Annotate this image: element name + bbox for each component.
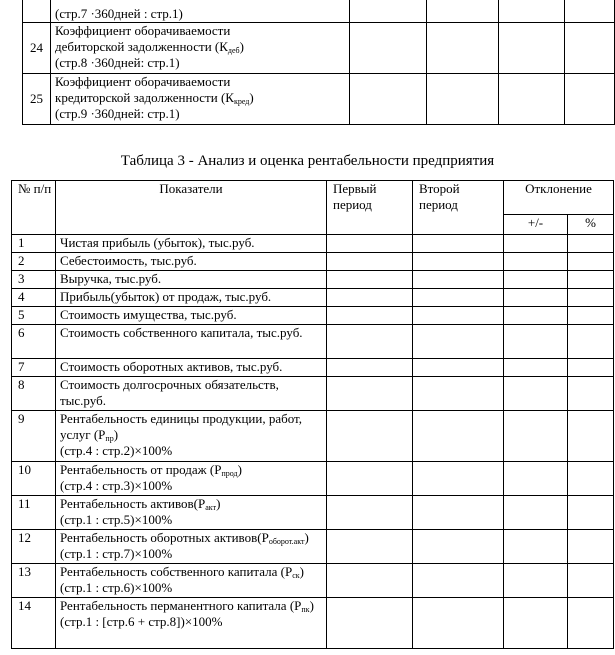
header-deviation: Отклонение xyxy=(504,181,614,215)
subscript: пр xyxy=(105,434,114,443)
value-cell xyxy=(413,253,504,271)
indicator-text: Себестоимость, тыс.руб. xyxy=(60,253,197,268)
value-cell xyxy=(499,0,565,23)
value-cell xyxy=(413,462,504,496)
header-first-period: Первый период xyxy=(327,181,413,235)
indicator-cell xyxy=(56,359,327,377)
indicator-text: Рентабельность от продаж (Р xyxy=(60,462,222,477)
subscript: деб xyxy=(227,46,240,55)
value-cell xyxy=(568,598,614,649)
indicator-line: (стр.9 ·360дней: стр.1) xyxy=(55,106,180,121)
indicator-text: ) (стр.1 : стр.6)×100% xyxy=(60,564,304,595)
subscript: кред xyxy=(233,97,250,106)
value-cell xyxy=(327,359,413,377)
value-cell xyxy=(568,462,614,496)
value-cell xyxy=(413,530,504,564)
value-cell xyxy=(504,411,568,462)
value-cell xyxy=(568,530,614,564)
indicator-cell xyxy=(56,496,327,530)
value-cell xyxy=(427,23,499,74)
indicator-cell xyxy=(56,598,327,649)
table-row xyxy=(12,411,614,462)
subscript: прод xyxy=(221,469,238,478)
table-row xyxy=(12,271,614,289)
indicator-text: ) xyxy=(237,462,242,477)
value-cell xyxy=(327,253,413,271)
table-row xyxy=(12,235,614,253)
indicator-text: Рентабельность единицы продукции, работ, услуг (Р xyxy=(60,411,303,442)
row-number: 10 xyxy=(12,462,56,496)
indicator-cell xyxy=(56,235,327,253)
value-cell xyxy=(350,0,427,23)
value-cell xyxy=(504,530,568,564)
indicator-text: Рентабельность собственного капитала (Р xyxy=(60,564,293,579)
row-number: 25 xyxy=(23,74,51,125)
value-cell xyxy=(504,359,568,377)
indicator-line: Коэффициент оборачиваемости xyxy=(55,23,231,38)
value-cell xyxy=(413,289,504,307)
row-number: 5 xyxy=(12,307,56,325)
row-number: 13 xyxy=(12,564,56,598)
table-row xyxy=(23,0,615,23)
indicator-text: )(стр.1 : стр.7)×100% xyxy=(60,530,309,561)
row-number: 12 xyxy=(12,530,56,564)
table-row xyxy=(23,23,615,74)
value-cell xyxy=(504,289,568,307)
indicator-cell xyxy=(56,307,327,325)
value-cell xyxy=(504,496,568,530)
value-cell xyxy=(504,377,568,411)
value-cell xyxy=(413,325,504,359)
row-number: 8 xyxy=(12,377,56,411)
indicator-text: Выручка, тыс.руб. xyxy=(60,271,162,286)
indicator-line: (стр.8 ·360дней: стр.1) xyxy=(55,55,180,70)
value-cell xyxy=(504,253,568,271)
value-cell xyxy=(327,496,413,530)
subscript: ск xyxy=(292,571,300,580)
value-cell xyxy=(568,253,614,271)
table-row xyxy=(23,74,615,125)
indicator-cell xyxy=(56,325,327,359)
value-cell xyxy=(327,235,413,253)
value-cell xyxy=(568,271,614,289)
indicator-cell xyxy=(56,253,327,271)
row-number: 6 xyxy=(12,325,56,359)
profitability-table xyxy=(11,180,614,649)
indicator-text: ) xyxy=(216,496,221,511)
value-cell xyxy=(327,530,413,564)
value-cell xyxy=(327,598,413,649)
value-cell xyxy=(327,325,413,359)
formula-text: (стр.1 : стр.5)×100% xyxy=(60,512,173,527)
formula-text: (стр.1 : [стр.6 + стр.8])×100% xyxy=(60,614,223,629)
value-cell xyxy=(504,235,568,253)
subscript: оборот.акт xyxy=(268,537,305,546)
row-number: 24 xyxy=(23,23,51,74)
value-cell xyxy=(504,271,568,289)
value-cell xyxy=(504,598,568,649)
indicator-text: Стоимость собственного капитала, тыс.руб. xyxy=(60,325,303,340)
indicator-cell xyxy=(56,530,327,564)
indicator-cell xyxy=(56,289,327,307)
header-pct: % xyxy=(568,215,614,235)
row-number: 9 xyxy=(12,411,56,462)
value-cell xyxy=(327,462,413,496)
indicator-cell xyxy=(56,411,327,462)
value-cell xyxy=(413,359,504,377)
indicator-text: Прибыль(убыток) от продаж, тыс.руб. xyxy=(60,289,272,304)
value-cell xyxy=(565,23,615,74)
table-row xyxy=(12,462,614,496)
header-indicators: Показатели xyxy=(56,181,327,235)
value-cell xyxy=(504,564,568,598)
value-cell xyxy=(499,74,565,125)
value-cell xyxy=(568,411,614,462)
indicator-cell xyxy=(51,0,350,23)
value-cell xyxy=(568,235,614,253)
table-title: Таблица 3 - Анализ и оценка рентабельности предприятия xyxy=(120,153,495,169)
table-row xyxy=(12,359,614,377)
row-number: 1 xyxy=(12,235,56,253)
value-cell xyxy=(568,359,614,377)
indicator-text: (стр.7 ·360дней : стр.1) xyxy=(55,6,183,21)
indicator-text: ) xyxy=(309,598,314,613)
value-cell xyxy=(413,377,504,411)
indicator-text: Чистая прибыль (убыток), тыс.руб. xyxy=(60,235,255,250)
value-cell xyxy=(504,325,568,359)
value-cell xyxy=(327,289,413,307)
row-number: 11 xyxy=(12,496,56,530)
table-row xyxy=(12,325,614,359)
value-cell xyxy=(504,462,568,496)
header-abs: +/- xyxy=(504,215,568,235)
value-cell xyxy=(327,377,413,411)
table-row xyxy=(12,307,614,325)
value-cell xyxy=(413,564,504,598)
value-cell xyxy=(568,564,614,598)
indicator-line: кредиторской задолженности $(К_{кред})$ xyxy=(55,90,254,106)
value-cell xyxy=(568,377,614,411)
table-row xyxy=(12,496,614,530)
subscript: акт xyxy=(205,503,217,512)
indicator-text: Рентабельность оборотных активов(Р xyxy=(60,530,269,545)
indicator-text: Стоимость имущества, тыс.руб. xyxy=(60,307,237,322)
previous-table-fragment xyxy=(22,0,615,125)
value-cell xyxy=(327,564,413,598)
row-number: 2 xyxy=(12,253,56,271)
indicator-text: Рентабельность перманентного капитала (Р xyxy=(60,598,302,613)
table-row xyxy=(12,253,614,271)
value-cell xyxy=(327,307,413,325)
indicator-cell xyxy=(56,271,327,289)
row-number: 7 xyxy=(12,359,56,377)
row-number: 3 xyxy=(12,271,56,289)
formula-text: (стр.4 : стр.2)×100% xyxy=(60,443,173,458)
value-cell xyxy=(568,307,614,325)
value-cell xyxy=(427,0,499,23)
value-cell xyxy=(565,74,615,125)
header-num: № п/п xyxy=(12,181,56,235)
indicator-line: дебиторской задолженности $(К_{деб})$ xyxy=(55,39,244,55)
value-cell xyxy=(413,496,504,530)
indicator-text: ) xyxy=(113,427,119,442)
indicator-line: Коэффициент оборачиваемости xyxy=(55,74,231,89)
row-number xyxy=(23,0,51,23)
header-row xyxy=(12,181,614,215)
value-cell xyxy=(350,23,427,74)
value-cell xyxy=(499,23,565,74)
value-cell xyxy=(565,0,615,23)
indicator-text: Стоимость долгосрочных обязательств, тыс.руб. xyxy=(60,377,279,408)
value-cell xyxy=(413,271,504,289)
value-cell xyxy=(413,235,504,253)
value-cell xyxy=(413,598,504,649)
header-second-period: Второй период xyxy=(413,181,504,235)
subscript: пк xyxy=(301,605,310,614)
value-cell xyxy=(350,74,427,125)
formula-text: (стр.4 : стр.3)×100% xyxy=(60,478,173,493)
value-cell xyxy=(327,271,413,289)
table-row xyxy=(12,377,614,411)
indicator-cell xyxy=(51,23,350,74)
value-cell xyxy=(504,307,568,325)
value-cell xyxy=(327,411,413,462)
value-cell xyxy=(568,325,614,359)
indicator-cell xyxy=(56,564,327,598)
indicator-text: Рентабельность активов(Р xyxy=(60,496,206,511)
table-row xyxy=(12,289,614,307)
value-cell xyxy=(413,307,504,325)
indicator-cell xyxy=(51,74,350,125)
indicator-text: Стоимость оборотных активов, тыс.руб. xyxy=(60,359,283,374)
value-cell xyxy=(568,496,614,530)
table-row xyxy=(12,564,614,598)
table-row xyxy=(12,598,614,649)
indicator-cell xyxy=(56,377,327,411)
table-row xyxy=(12,530,614,564)
indicator-cell xyxy=(56,462,327,496)
value-cell xyxy=(427,74,499,125)
row-number: 4 xyxy=(12,289,56,307)
value-cell xyxy=(413,411,504,462)
row-number: 14 xyxy=(12,598,56,649)
value-cell xyxy=(568,289,614,307)
